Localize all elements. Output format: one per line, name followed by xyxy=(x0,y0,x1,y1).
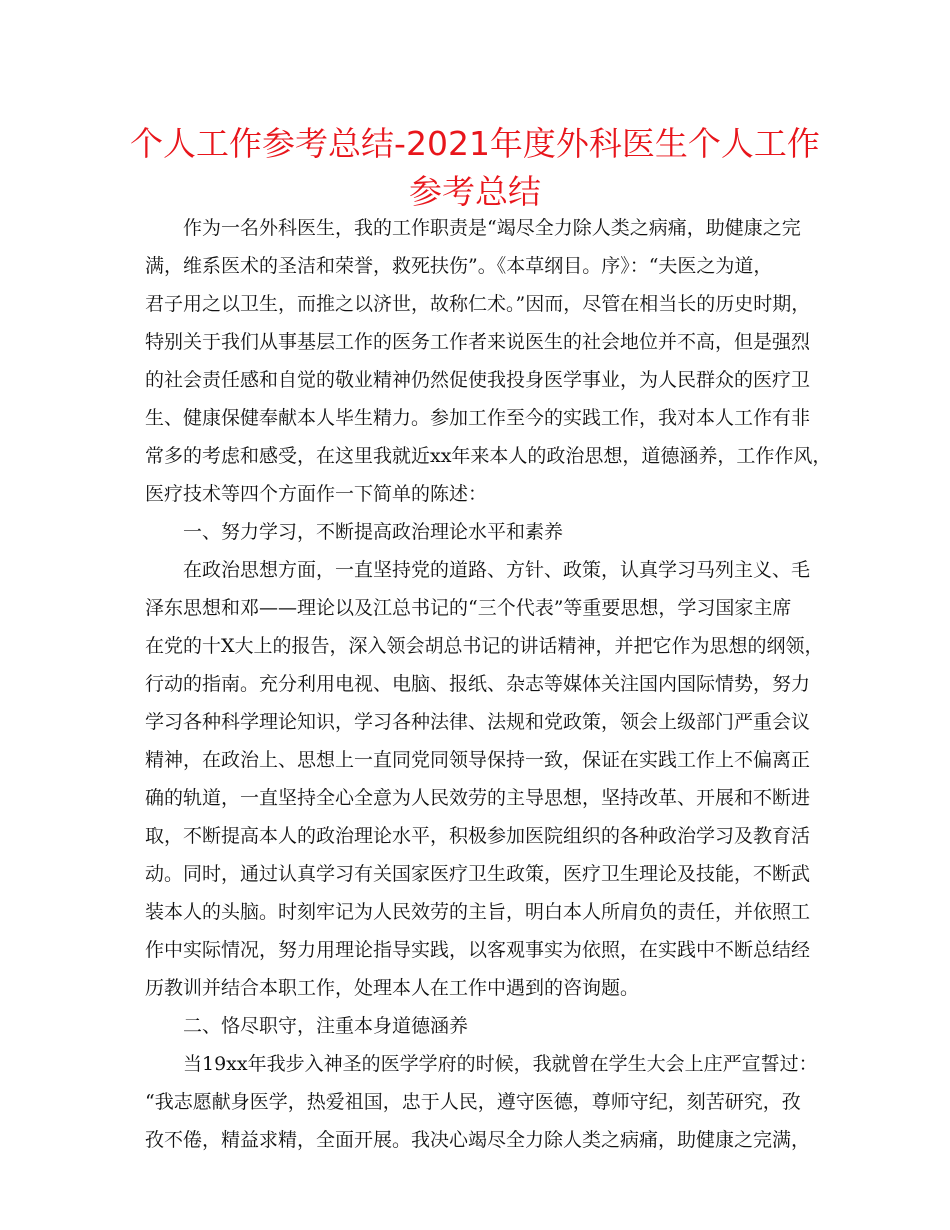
paragraph-line: 确的轨道，一直坚持全心全意为人民效劳的主导思想，坚持改革、开展和不断进 xyxy=(145,787,811,809)
document-title-line-1: 个人工作参考总结-2021年度外科医生个人工作 xyxy=(130,124,820,163)
paragraph-line: “我志愿献身医学，热爱祖国，忠于人民，遵守医德，尊师守纪，刻苦研究，孜 xyxy=(145,1091,801,1113)
paragraph-line: 满，维系医术的圣洁和荣誉，救死扶伤”。《本草纲目。序》：“夫医之为道， xyxy=(145,255,773,277)
paragraph-line: 动。同时，通过认真学习有关国家医疗卫生政策，医疗卫生理论及技能，不断武 xyxy=(145,863,811,885)
paragraph-line: 作中实际情况，努力用理论指导实践，以客观事实为依照，在实践中不断总结经 xyxy=(145,939,811,961)
paragraph-line: 装本人的头脑。时刻牢记为人民效劳的主旨，明白本人所肩负的责任，并依照工 xyxy=(145,901,811,923)
paragraph-line: 生、健康保健奉献本人毕生精力。参加工作至今的实践工作，我对本人工作有非 xyxy=(145,407,811,429)
paragraph-line: 医疗技术等四个方面作一下简单的陈述： xyxy=(145,483,488,505)
section-heading: 二、恪尽职守，注重本身道德涵养 xyxy=(183,1015,469,1037)
paragraph-line: 行动的指南。充分利用电视、电脑、报纸、杂志等媒体关注国内国际情势，努力 xyxy=(145,673,811,695)
paragraph-line: 孜不倦，精益求精，全面开展。我决心竭尽全力除人类之病痛，助健康之完满， xyxy=(145,1129,811,1151)
paragraph-line: 在党的十X大上的报告，深入领会胡总书记的讲话精神，并把它作为思想的纲领， xyxy=(145,635,824,657)
paragraph-line: 在政治思想方面，一直坚持党的道路、方针、政策，认真学习马列主义、毛 xyxy=(183,559,811,581)
paragraph-line: 取，不断提高本人的政治理论水平，积极参加医院组织的各种政治学习及教育活 xyxy=(145,825,811,847)
paragraph-line: 泽东思想和邓——理论以及江总书记的“三个代表”等重要思想，学习国家主席 xyxy=(145,597,792,619)
paragraph-line: 常多的考虑和感受，在这里我就近xx年来本人的政治思想，道德涵养，工作作风， xyxy=(145,445,832,467)
document-title-line-2: 参考总结 xyxy=(409,172,541,211)
paragraph-line: 学习各种科学理论知识，学习各种法律、法规和党政策，领会上级部门严重会议 xyxy=(145,711,811,733)
paragraph-line: 历教训并结合本职工作，处理本人在工作中遇到的咨询题。 xyxy=(145,977,640,999)
paragraph-line: 君子用之以卫生，而推之以济世，故称仁术。”因而，尽管在相当长的历史时期， xyxy=(145,293,811,315)
paragraph-line: 的社会责任感和自觉的敬业精神仍然促使我投身医学事业，为人民群众的医疗卫 xyxy=(145,369,811,391)
paragraph-line: 精神，在政治上、思想上一直同党同领导保持一致，保证在实践工作上不偏离正 xyxy=(145,749,811,771)
section-heading: 一、努力学习，不断提高政治理论水平和素养 xyxy=(183,521,564,543)
paragraph-line: 作为一名外科医生，我的工作职责是“竭尽全力除人类之病痛，助健康之完 xyxy=(183,217,801,239)
paragraph-line: 特别关于我们从事基层工作的医务工作者来说医生的社会地位并不高，但是强烈 xyxy=(145,331,811,353)
paragraph-line: 当19xx年我步入神圣的医学学府的时候，我就曾在学生大会上庄严宣誓过： xyxy=(183,1053,818,1075)
